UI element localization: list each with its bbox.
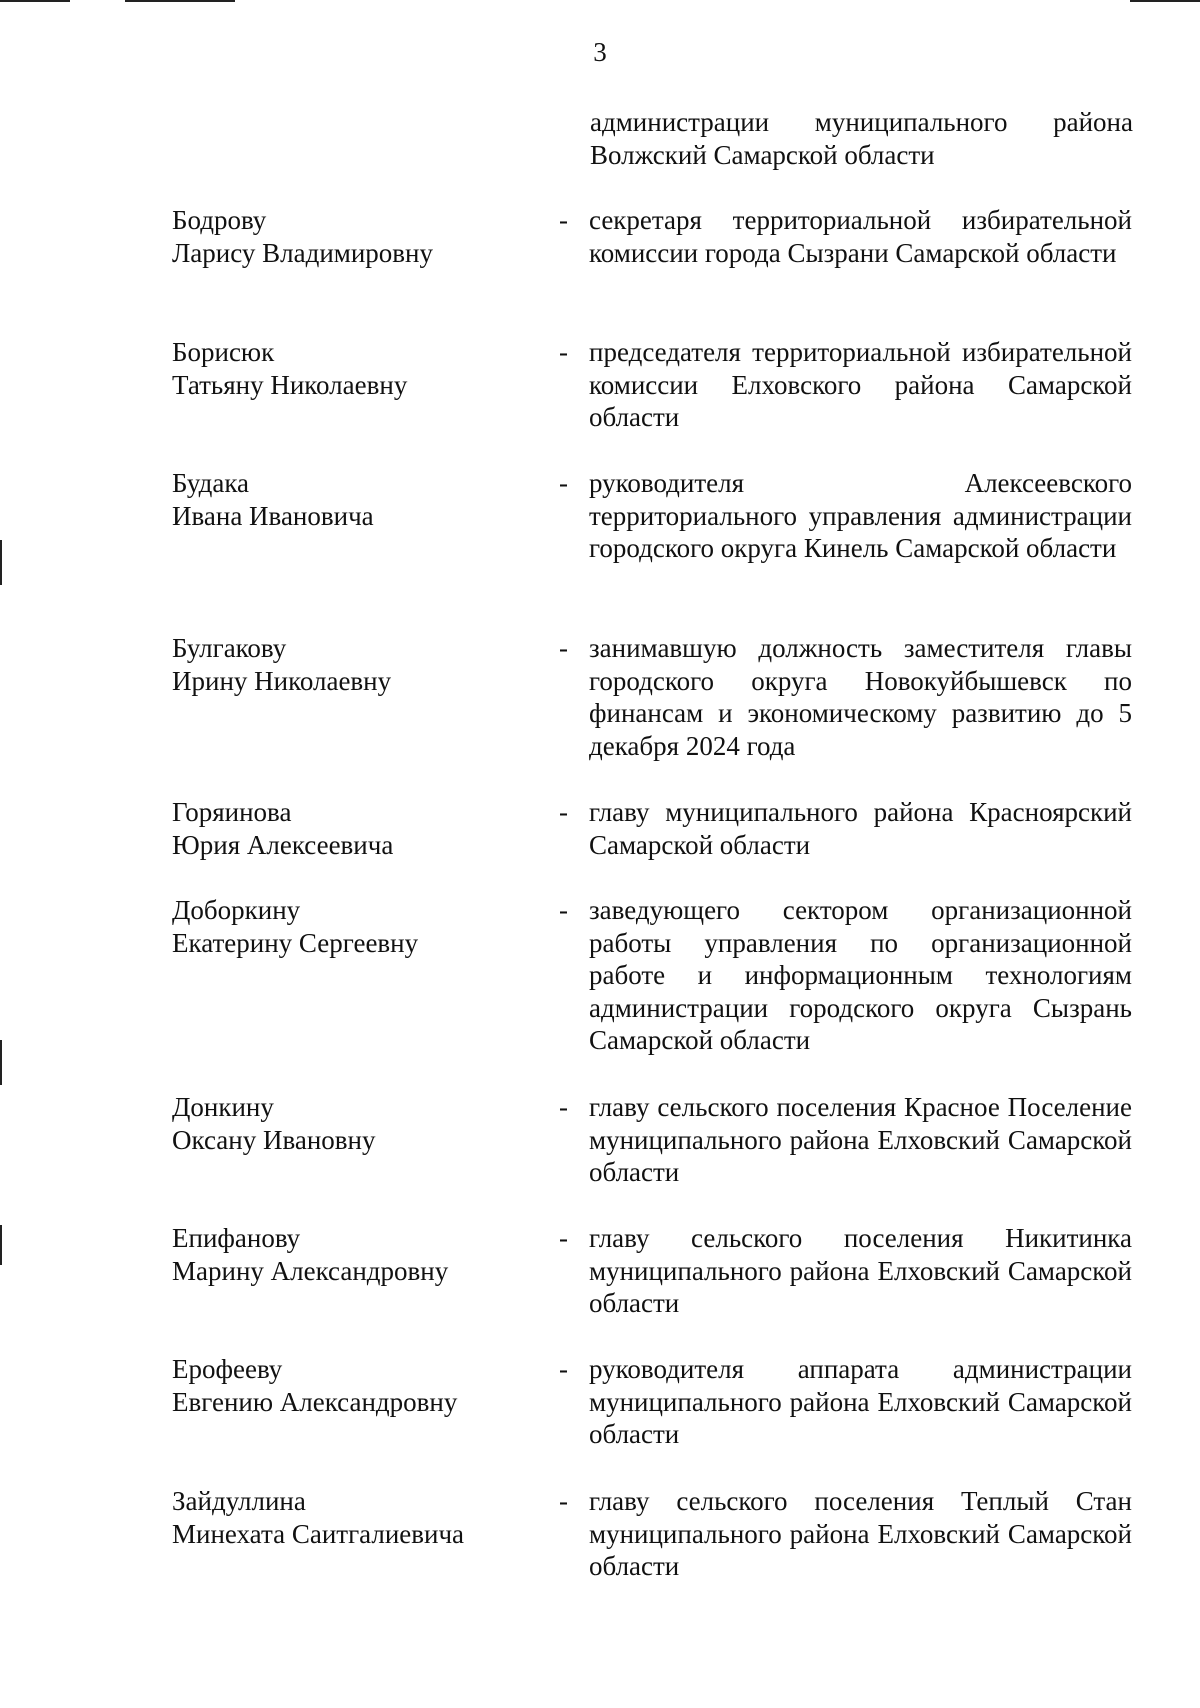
list-dash: - [559, 797, 568, 827]
position-description: главу сельского поселения Теплый Стан муниципального района Елховский Самарской области [589, 1486, 1132, 1581]
position-description: руководителя Алексеевского территориального управления администрации городского округа Кинель Самарской области [589, 468, 1132, 563]
continued-description: администрации муниципального района Волжский Самарской области [590, 107, 1133, 170]
page-number: 3 [593, 37, 607, 67]
person-name [172, 1091, 532, 1156]
person-name [172, 467, 532, 532]
position-description: главу муниципального района Красноярский Самарской области [589, 797, 1132, 860]
person-surname: Будака [172, 468, 250, 498]
scan-edge-mark [1130, 0, 1200, 2]
position-description: заведующего сектором организационной работы управления по организационной работе и информационным технологиям администрации городского округа Сызрань Самарской области [589, 895, 1132, 1055]
person-name [172, 1485, 532, 1550]
person-name [172, 336, 532, 401]
person-name [172, 632, 532, 697]
person-name [172, 894, 532, 959]
person-surname: Ерофееву [172, 1354, 283, 1384]
person-given-names: Марину Александровну [172, 1255, 449, 1286]
person-name [172, 1222, 532, 1287]
list-dash: - [559, 1354, 568, 1384]
list-dash: - [559, 468, 568, 498]
person-surname: Донкину [172, 1092, 274, 1122]
position-description: руководителя аппарата администрации муниципального района Елховский Самарской области [589, 1354, 1132, 1449]
person-name [172, 1353, 532, 1418]
list-dash: - [559, 1092, 568, 1122]
person-name [172, 796, 532, 861]
person-given-names: Юрия Алексеевича [172, 829, 394, 860]
person-surname: Епифанову [172, 1223, 301, 1253]
list-dash: - [559, 1223, 568, 1253]
position-description: главу сельского поселения Красное Поселение муниципального района Елховский Самарской области [589, 1092, 1132, 1187]
position-description: председателя территориальной избирательной комиссии Елховского района Самарской области [589, 337, 1132, 432]
position-description: секретаря территориальной избирательной комиссии города Сызрани Самарской области [589, 205, 1132, 268]
list-dash: - [559, 337, 568, 367]
list-dash: - [559, 1486, 568, 1516]
position-description: главу сельского поселения Никитинка муниципального района Елховский Самарской области [589, 1223, 1132, 1318]
person-given-names: Оксану Ивановну [172, 1124, 376, 1155]
list-dash: - [559, 205, 568, 235]
person-given-names: Ирину Николаевну [172, 665, 392, 696]
person-given-names: Татьяну Николаевну [172, 369, 408, 400]
list-dash: - [559, 895, 568, 925]
scan-edge-mark [0, 1040, 2, 1085]
person-given-names: Ивана Ивановича [172, 500, 374, 531]
scan-edge-mark [0, 1225, 2, 1265]
person-surname: Доборкину [172, 895, 301, 925]
person-given-names: Екатерину Сергеевну [172, 927, 419, 958]
person-surname: Булгакову [172, 633, 287, 663]
person-surname: Зайдуллина [172, 1486, 306, 1516]
person-given-names: Евгению Александровну [172, 1386, 458, 1417]
person-surname: Горяинова [172, 797, 292, 827]
position-description: занимавшую должность заместителя главы городского округа Новокуйбышевск по финансам и экономическому развитию до 5 декабря 2024 года [589, 633, 1132, 761]
scan-edge-mark [125, 0, 235, 2]
scan-edge-mark [0, 540, 2, 585]
scan-edge-mark [0, 0, 70, 2]
list-dash: - [559, 633, 568, 663]
person-given-names: Минехата Саитгалиевича [172, 1518, 465, 1549]
person-surname: Борисюк [172, 337, 275, 367]
person-surname: Бодрову [172, 205, 267, 235]
person-given-names: Ларису Владимировну [172, 237, 434, 268]
person-name [172, 204, 532, 269]
